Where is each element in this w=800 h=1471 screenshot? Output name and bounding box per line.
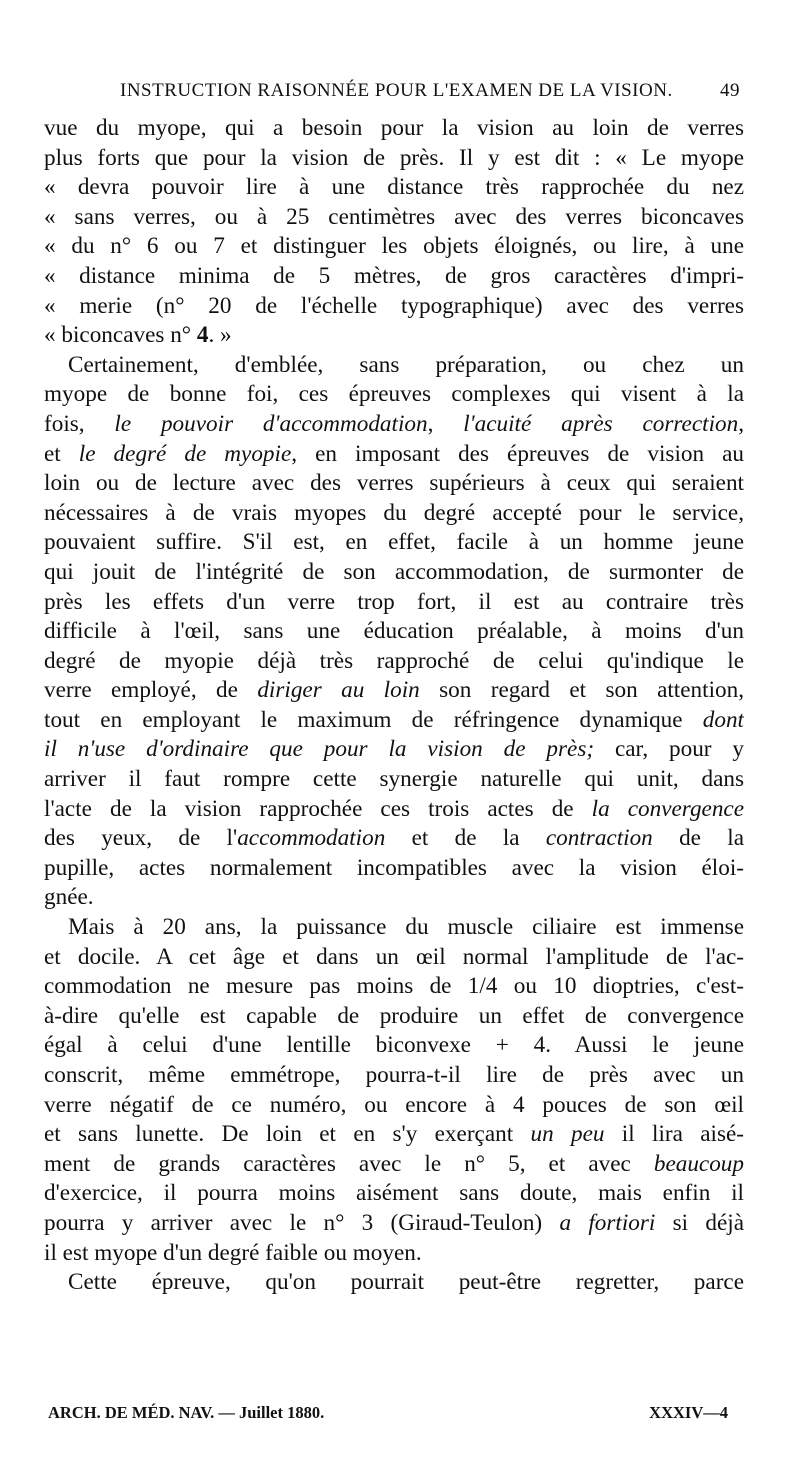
italic-text: le pouvoir d'accommodation xyxy=(114,410,428,437)
text-run: qui jouit de l'intégrité de son accommodation, de surmonter de xyxy=(44,558,744,585)
text-run: d'exercice, il pourra moins aisément sans doute, mais enfin il xyxy=(44,1180,744,1207)
text-run: pourra y arriver avec le n° 3 (Giraud-Teulon) xyxy=(44,1209,560,1236)
text-run: conscrit, même emmétrope, pourra-t-il lire de près avec un xyxy=(44,1062,744,1088)
text-run: tout en employant le maximum de réfringence dynamique xyxy=(44,706,703,733)
text-line xyxy=(44,262,744,292)
text-line xyxy=(44,735,744,765)
text-line xyxy=(44,765,744,795)
italic-text: beaucoup xyxy=(653,1150,744,1177)
text-run: loin ou de lecture avec des verres supérieurs à ceux qui seraient xyxy=(44,470,744,497)
text-run: son regard et son attention, xyxy=(419,677,744,704)
text-run: commodation ne mesure pas moins de 1/4 ou 10 dioptries, c'est- xyxy=(44,973,744,1000)
text-run: et docile. A cet âge et dans un œil normal l'amplitude de l'ac- xyxy=(44,943,744,970)
text-line xyxy=(44,676,744,706)
italic-text: diriger au loin xyxy=(257,677,420,704)
text-run: fois, xyxy=(44,410,115,437)
text-line xyxy=(44,1150,744,1180)
text-run: il lira aisé- xyxy=(604,1121,744,1148)
text-line xyxy=(44,617,744,647)
text-run: gnée. xyxy=(44,884,94,911)
text-line xyxy=(44,558,744,588)
text-line xyxy=(44,173,744,203)
text-line xyxy=(44,114,744,144)
text-run: et de la xyxy=(385,825,546,852)
text-line xyxy=(44,1091,744,1121)
italic-text: a fortiori xyxy=(559,1209,656,1236)
text-run: verre employé, de xyxy=(44,677,258,704)
text-line xyxy=(44,1120,744,1150)
text-line xyxy=(44,824,744,854)
text-run: « distance minima de 5 mètres, de gros caractères d'impri- xyxy=(44,262,744,289)
text-run: « du n° 6 ou 7 et distinguer les objets éloignés, ou lire, à une xyxy=(44,233,744,260)
text-run: , en imposant des épreuves de vision au xyxy=(291,440,744,467)
page-number: 49 xyxy=(720,80,740,101)
text-run: si déjà xyxy=(655,1209,744,1236)
text-run: près les effets d'un verre trop fort, il est au contraire très xyxy=(44,588,744,615)
text-run: pupille, actes normalement incompatibles avec la vision éloi- xyxy=(44,854,744,881)
text-line xyxy=(44,232,744,262)
text-line xyxy=(44,795,744,825)
text-run: verre négatif de ce numéro, ou encore à 4 pouces de son œil xyxy=(44,1091,744,1118)
body-text xyxy=(44,114,744,1298)
text-line xyxy=(44,203,744,233)
text-run: Mais à 20 ans, la puissance du muscle ciliaire est immense xyxy=(68,914,744,941)
text-line xyxy=(44,1209,744,1239)
text-line xyxy=(44,469,744,499)
text-run: . » xyxy=(208,322,232,349)
text-line xyxy=(44,1268,744,1298)
text-line xyxy=(44,1002,744,1032)
text-run: égal à celui d'une lentille biconvexe + 4. Aussi le jeune xyxy=(44,1032,744,1059)
text-run: , xyxy=(738,410,744,437)
italic-text: la convergence xyxy=(591,795,744,822)
text-run: myope de bonne foi, ces épreuves complexes qui visent à la xyxy=(44,381,744,408)
text-run: plus forts que pour la vision de près. Il y est dit : « Le myope xyxy=(44,144,744,171)
text-line xyxy=(44,380,744,410)
text-run: ment de grands caractères avec le n° 5, et avec xyxy=(44,1150,654,1177)
footer-signature: XXXIV—4 xyxy=(649,1403,728,1422)
italic-text: il n'use d'ordinaire que pour la vision de près; xyxy=(44,736,595,763)
text-run: arriver il faut rompre cette synergie naturelle qui unit, dans xyxy=(44,766,744,793)
text-run: degré de myopie déjà très rapproché de celui qu'indique le xyxy=(44,647,744,674)
text-line xyxy=(44,410,744,440)
text-line xyxy=(44,1239,744,1269)
text-run: l'acte de la vision rapprochée ces trois actes de xyxy=(44,795,592,822)
text-run: , xyxy=(427,410,464,437)
text-line xyxy=(44,144,744,174)
running-title: INSTRUCTION RAISONNÉE POUR L'EXAMEN DE LA VISION. xyxy=(120,80,673,101)
text-run: Certainement, d'emblée, sans préparation, ou chez un xyxy=(68,351,744,378)
text-line xyxy=(44,913,744,943)
text-run: à-dire qu'elle est capable de produire un effet de convergence xyxy=(44,1002,744,1029)
italic-text: dont xyxy=(702,706,744,733)
text-line xyxy=(44,292,744,322)
text-line xyxy=(44,854,744,884)
italic-text: un peu xyxy=(530,1121,605,1148)
text-line xyxy=(44,588,744,618)
text-line xyxy=(44,972,744,1002)
text-run: des yeux, de l' xyxy=(44,825,238,852)
footer-journal: ARCH. DE MÉD. NAV. — Juillet 1880. xyxy=(48,1403,325,1422)
text-line xyxy=(44,351,744,381)
text-run: de la xyxy=(652,825,744,852)
text-line xyxy=(44,647,744,677)
text-run: « biconcaves n° xyxy=(44,322,197,349)
italic-text: le degré de myopie xyxy=(78,440,292,467)
text-run: nécessaires à de vrais myopes du degré accepté pour le service, xyxy=(44,499,744,526)
text-line xyxy=(44,499,744,529)
text-line xyxy=(44,440,744,470)
text-run: Cette épreuve, qu'on pourrait peut-être regretter, parce xyxy=(68,1269,744,1296)
text-run: et xyxy=(44,440,79,467)
text-run: « devra pouvoir lire à une distance très rapprochée du nez xyxy=(44,174,744,201)
text-line xyxy=(44,528,744,558)
text-run: difficile à l'œil, sans une éducation préalable, à moins d'un xyxy=(44,618,744,645)
italic-text: contraction xyxy=(545,825,653,852)
text-line xyxy=(44,1061,744,1091)
text-line xyxy=(44,321,744,351)
text-run: « sans verres, ou à 25 centimètres avec des verres biconcaves xyxy=(44,203,744,230)
text-line xyxy=(44,943,744,973)
text-run: et sans lunette. De loin et en s'y exerçant xyxy=(44,1121,531,1148)
italic-text: accommodation xyxy=(237,825,386,852)
bold-text: 4 xyxy=(196,322,209,349)
text-run: il est myope d'un degré faible ou moyen. xyxy=(44,1239,422,1266)
text-run: pouvaient suffire. S'il est, en effet, facile à un homme jeune xyxy=(44,529,744,556)
text-run: « merie (n° 20 de l'échelle typographique) avec des verres xyxy=(44,292,744,319)
text-line xyxy=(44,883,744,913)
text-line xyxy=(44,1179,744,1209)
text-run: vue du myope, qui a besoin pour la vision au loin de verres xyxy=(44,115,744,141)
text-line xyxy=(44,1031,744,1061)
text-run: car, pour y xyxy=(594,736,744,763)
italic-text: l'acuité après correction xyxy=(463,410,739,437)
text-line xyxy=(44,706,744,736)
